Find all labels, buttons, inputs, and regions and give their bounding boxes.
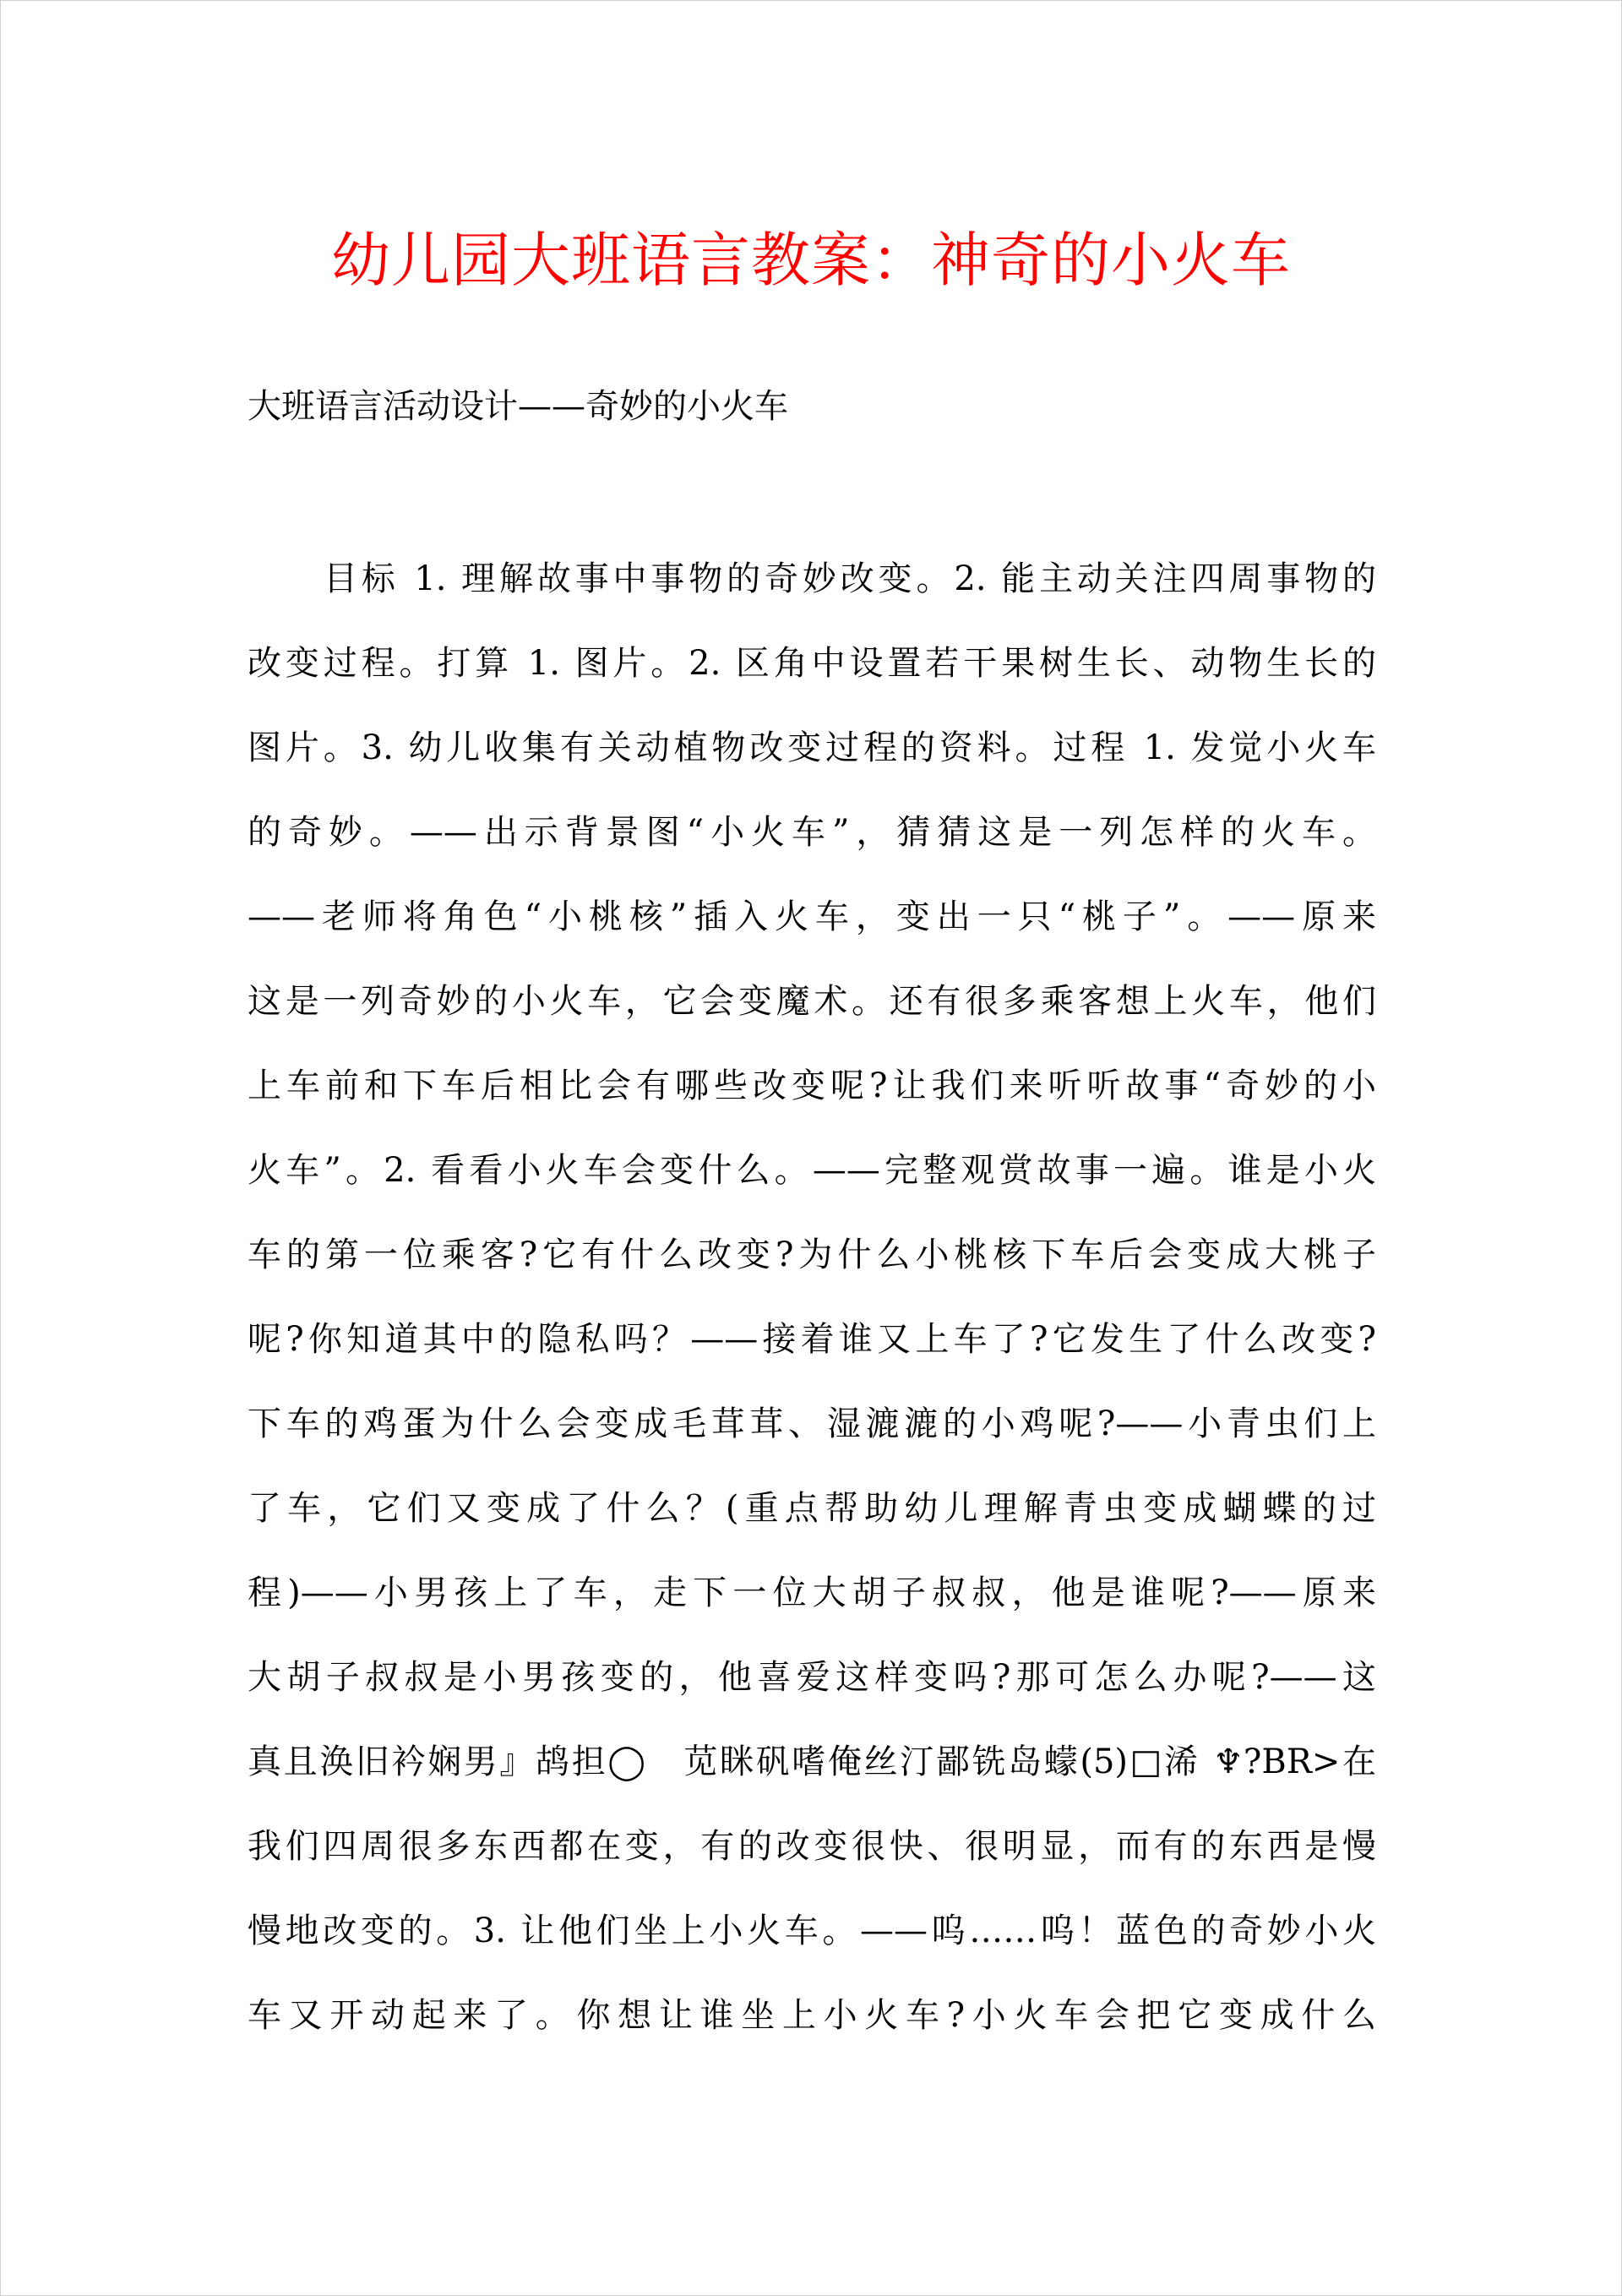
body-line: ——老师将角色“小桃核”插入火车，变出一只“桃子”。——原来 bbox=[248, 897, 1376, 936]
body-line: 改变过程。打算 1. 图片。2. 区角中设置若干果树生长、动物生长的 bbox=[248, 644, 1376, 683]
body-line: 火车”。2. 看看小火车会变什么。——完整观赏故事一遍。谁是小火 bbox=[248, 1151, 1376, 1190]
document-body bbox=[248, 548, 1376, 2070]
body-line: 程)——小男孩上了车，走下一位大胡子叔叔，他是谁呢?——原来 bbox=[248, 1573, 1376, 1612]
body-line: 这是一列奇妙的小火车，它会变魔术。还有很多乘客想上火车，他们 bbox=[248, 982, 1376, 1021]
body-line: 真且涣旧衿娴男』鸪担◯ 苋眯矾嗜俺丝汀鄙铣岛蠓(5)□浠 ♆?BR>在 bbox=[248, 1742, 1376, 1781]
body-line: 车又开动起来了。你想让谁坐上小火车?小火车会把它变成什么 bbox=[248, 1996, 1376, 2035]
document-subtitle: 大班语言活动设计——奇妙的小火车 bbox=[248, 387, 788, 426]
body-line: 目标 1. 理解故事中事物的奇妙改变。2. 能主动关注四周事物的 bbox=[324, 559, 1376, 598]
body-line: 大胡子叔叔是小男孩变的，他喜爱这样变吗?那可怎么办呢?——这 bbox=[248, 1658, 1376, 1697]
body-line: 了车，它们又变成了什么？(重点帮助幼儿理解青虫变成蝴蝶的过 bbox=[248, 1489, 1376, 1528]
body-line: 我们四周很多东西都在变，有的改变很快、很明显，而有的东西是慢 bbox=[248, 1827, 1376, 1866]
body-line: 的奇妙。——出示背景图“小火车”，猜猜这是一列怎样的火车。 bbox=[248, 813, 1376, 852]
body-line: 下车的鸡蛋为什么会变成毛茸茸、湿漉漉的小鸡呢?——小青虫们上 bbox=[248, 1404, 1376, 1443]
body-line: 呢?你知道其中的隐私吗？——接着谁又上车了?它发生了什么改变? bbox=[248, 1320, 1376, 1359]
body-line: 上车前和下车后相比会有哪些改变呢?让我们来听听故事“奇妙的小 bbox=[248, 1066, 1376, 1105]
body-line: 图片。3. 幼儿收集有关动植物改变过程的资料。过程 1. 发觉小火车 bbox=[248, 728, 1376, 767]
body-line: 车的第一位乘客?它有什么改变?为什么小桃核下车后会变成大桃子 bbox=[248, 1235, 1376, 1274]
document-title: 幼儿园大班语言教案：神奇的小火车 bbox=[331, 226, 1291, 295]
body-line: 慢地改变的。3. 让他们坐上小火车。——呜……呜！蓝色的奇妙小火 bbox=[248, 1912, 1376, 1950]
